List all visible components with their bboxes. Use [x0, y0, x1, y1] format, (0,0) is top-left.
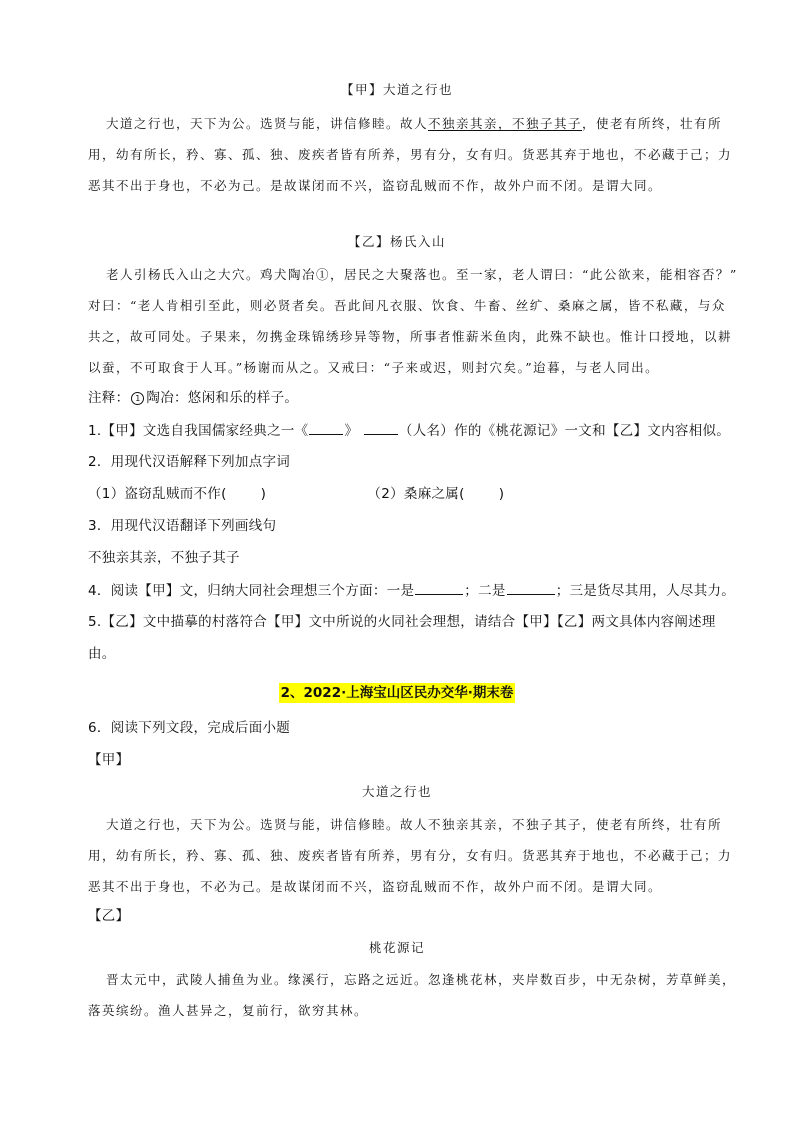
- question-text: ；二是: [464, 583, 506, 599]
- q6-jia-line-1: 大道之行也，天下为公。选贤与能，讲信修睦。故人不独亲其亲，不独子其子，使老有所终，壮有所: [106, 817, 723, 832]
- q6-label-yi: 【乙】: [88, 908, 130, 924]
- section-2-title: 2、2022·上海宝山区民办交华·期末卷: [280, 685, 514, 701]
- question-3-sentence: 不独亲其亲，不独子其子: [88, 550, 240, 566]
- question-text: 》: [344, 423, 359, 439]
- passage-yi-line-3: 共之，故可同处。子果来，勿携金珠锦绣珍异等物，所事者惟薪米鱼肉，此殊不缺也。惟计口授地，以耕: [88, 329, 733, 344]
- q6-jia-line-3: 恶其不出于身也，不必为己。是故谋闭而不兴，盗窃乱贼而不作，故外户而不闭。是谓大同。: [88, 879, 663, 894]
- answer-blank[interactable]: [309, 420, 343, 435]
- passage-yi-title: 【乙】杨氏入山: [347, 234, 446, 249]
- question-text: ；三是货尽其用，人尽其力。: [555, 583, 736, 599]
- question-4: [88, 580, 736, 601]
- q6-jia-line-2: 用，幼有所长，矜、寡、孤、独、废疾者皆有所养，男有分，女有归。货恶其弃于地也，不必藏于己；力: [88, 848, 733, 863]
- passage-jia-line-3: 恶其不出于身也，不必为己。是故谋闭而不兴，盗窃乱贼而不作，故外户而不闭。是谓大同。: [88, 178, 663, 193]
- passage-text: 大道之行也，天下为公。选贤与能，讲信修睦。故人: [106, 116, 429, 131]
- passage-text: ，使老有所终，壮有所: [582, 116, 723, 131]
- question-1: [88, 420, 731, 441]
- question-6-intro: 6．阅读下列文段，完成后面小题: [88, 720, 291, 736]
- passage-jia-title: 【甲】大道之行也: [340, 82, 453, 97]
- passage-yi-line-2: 对曰：“老人肯相引至此，则必贤者矣。吾此间凡衣服、饮食、牛畜、丝纩、桑麻之属，皆不私藏，与众: [88, 298, 726, 313]
- question-2-items: [88, 484, 728, 504]
- q6-label-jia: 【甲】: [88, 752, 130, 768]
- question-3: 3．用现代汉语翻译下列画线句: [88, 518, 277, 534]
- q6-jia-title: 大道之行也: [361, 784, 432, 799]
- passage-jia-line-1: [88, 114, 746, 134]
- note-label: 注释：: [88, 390, 130, 406]
- question-text: 1.【甲】文选自我国儒家经典之一《: [88, 423, 309, 439]
- passage-yi-line-4: 以蚕，不可取食于人耳。”杨谢而从之。又戒曰：“子来或迟，则封穴矣。”迨暮，与老人同出。: [88, 360, 660, 375]
- note-number-icon: 1: [131, 392, 144, 405]
- question-text: （人名）作的《桃花源记》一文和【乙】文内容相似。: [398, 423, 731, 439]
- section-2-heading: [0, 682, 794, 703]
- answer-blank[interactable]: [415, 580, 463, 595]
- note-text: 陶冶：悠闲和乐的样子。: [146, 390, 299, 406]
- annotation-note: [88, 388, 728, 408]
- answer-blank[interactable]: [507, 580, 555, 595]
- underlined-sentence: 不独亲其亲，不独子其子: [428, 116, 583, 131]
- question-item-1: （1）盗窃乱贼而不作(: [88, 486, 227, 502]
- paren-close: ): [260, 486, 267, 502]
- paren-close: ): [498, 486, 505, 502]
- passage-jia-line-2: 用，幼有所长，矜、寡、孤、独、废疾者皆有所养，男有分，女有归。货恶其弃于地也，不必藏于己；力: [88, 147, 733, 162]
- answer-blank[interactable]: [364, 420, 398, 435]
- passage-yi-line-1: 老人引杨氏入山之大穴。鸡犬陶冶①，居民之大聚落也。至一家，老人谓曰：“此公欲来，能相容否？”: [106, 267, 738, 282]
- question-5-line-1: 5.【乙】文中描摹的村落符合【甲】文中所说的火同社会理想，请结合【甲】【乙】两文具体内容阐述理: [88, 614, 716, 630]
- q6-yi-title: 桃花源记: [368, 940, 425, 955]
- q6-yi-line-1: 晋太元中，武陵人捕鱼为业。缘溪行，忘路之远近。忽逢桃花林，夹岸数百步，中无杂树，芳草鲜美，: [106, 972, 737, 987]
- question-2: 2．用现代汉语解释下列加点字词: [88, 454, 291, 470]
- question-item-2: （2）桑麻之属(: [367, 486, 465, 502]
- question-text: 4．阅读【甲】文，归纳大同社会理想三个方面：一是: [88, 583, 415, 599]
- question-5-line-2: 由。: [88, 646, 116, 662]
- q6-yi-line-2: 落英缤纷。渔人甚异之，复前行，欲穷其林。: [88, 1003, 369, 1018]
